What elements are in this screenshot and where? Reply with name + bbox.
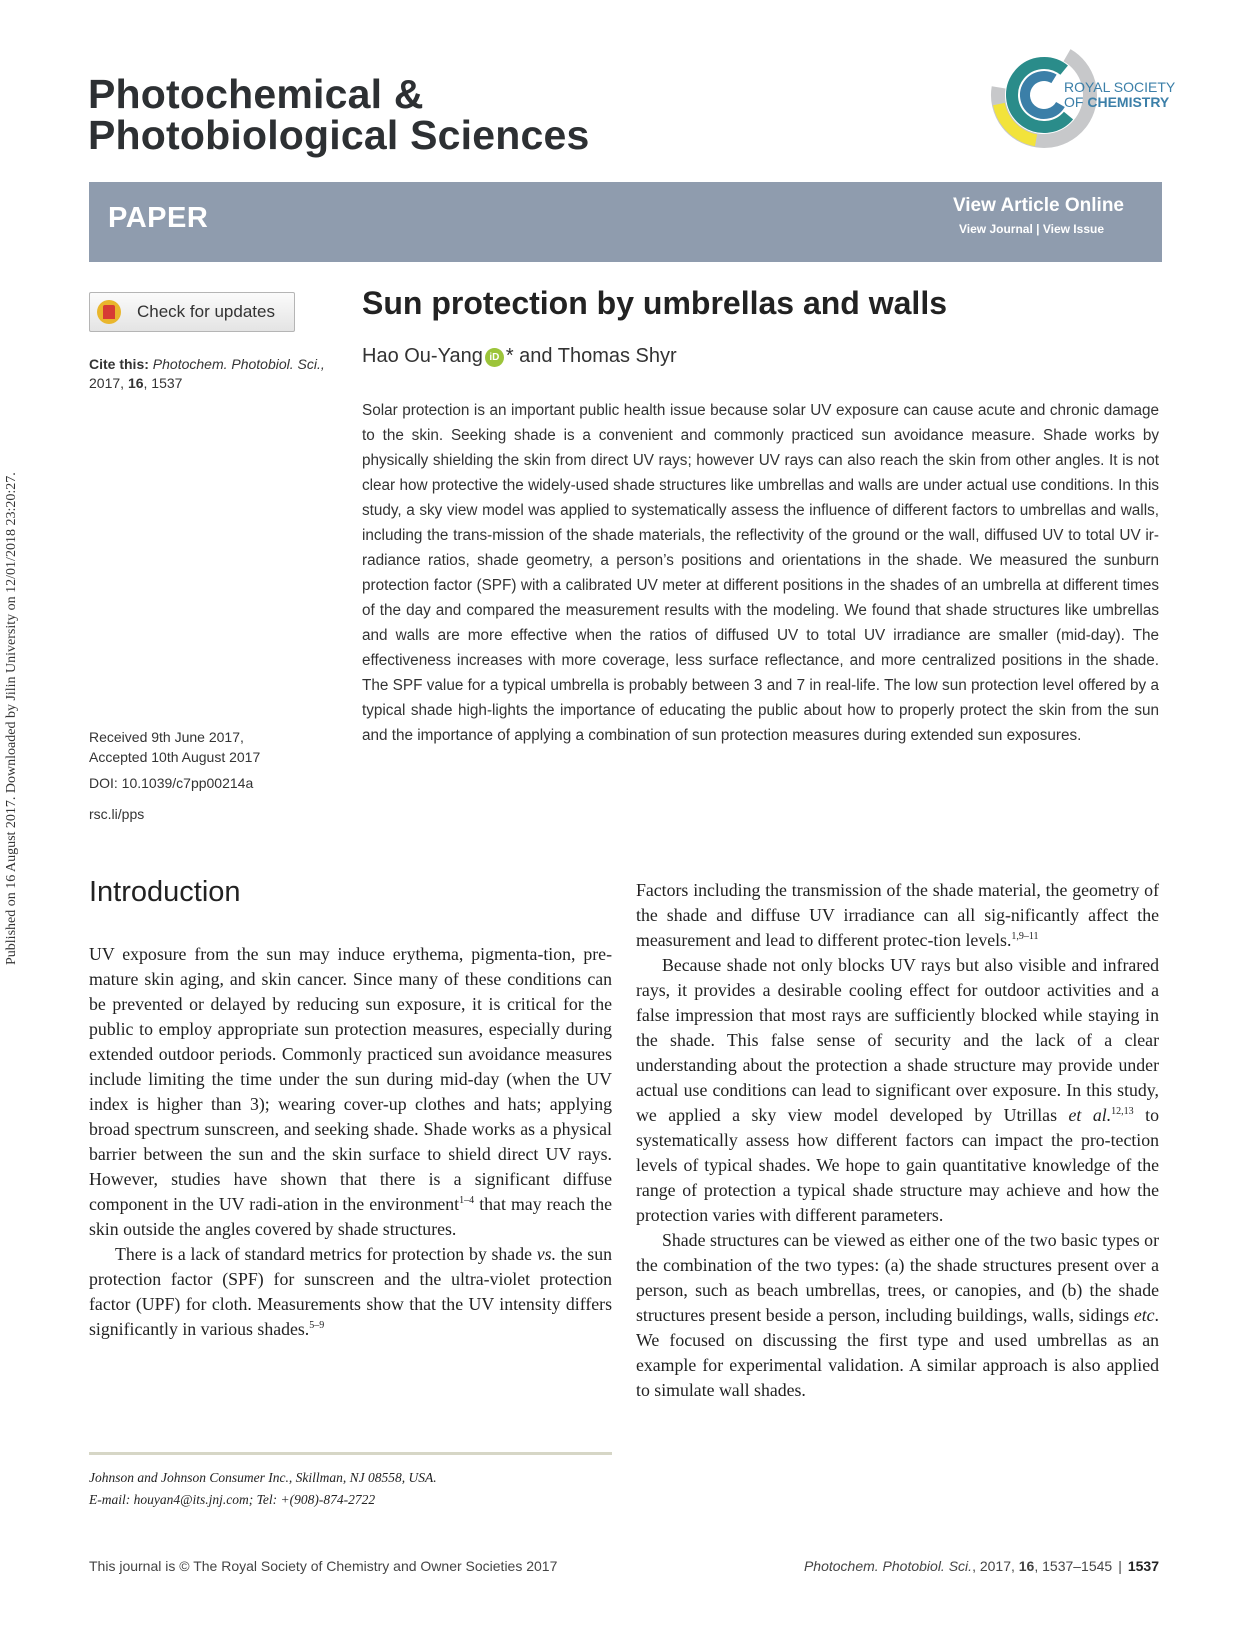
banner-links [959, 222, 1104, 236]
banner-link-separator: | [1036, 222, 1040, 236]
reference-link[interactable]: 12,13 [1111, 1106, 1134, 1118]
cite-year: 2017, [89, 375, 125, 391]
cite-page: , 1537 [143, 375, 183, 391]
journal-title-line1: Photochemical & [88, 71, 424, 117]
citation [89, 355, 354, 393]
article-title: Sun protection by umbrellas and walls [362, 285, 947, 321]
orcid-icon[interactable]: iD [485, 348, 504, 367]
journal-title[interactable] [88, 71, 590, 158]
author-conjunction: and [513, 345, 558, 367]
page-number: 1537 [1127, 1558, 1159, 1574]
logo-ring-blue [1018, 69, 1070, 121]
reference-link[interactable]: 5–9 [309, 1320, 325, 1332]
reference-link[interactable]: 1–4 [459, 1195, 475, 1207]
footnote-divider [89, 1452, 612, 1455]
affiliation-address: Johnson and Johnson Consumer Inc., Skillman, NJ 08558, USA. [89, 1470, 437, 1485]
cite-label: Cite this: [89, 356, 149, 372]
doi-link[interactable]: DOI: 10.1039/c7pp00214a [89, 775, 254, 791]
accepted-date: Accepted 10th August 2017 [89, 749, 261, 765]
abstract: Solar protection is an important public health issue because solar UV exposure can cause acute and chronic damage to the skin. Seeking shade is a convenient and commonly practiced sun avoidance measure. Shade works by physically shielding the skin from direct UV rays; however UV rays can also reach the skin from other angles. It is not clear how protective the widely-used shade structures like umbrellas and walls are under actual use conditions. In this study, a sky view model was applied to systematically assess the influence of different factors to umbrellas and walls, including the trans-mission of the shade materials, the reflectivity of the ground or the wall, diffused UV to total UV ir-radiance ratios, shade geometry, a person’s positions and orientations in the shade. We measured the sunburn protection factor (SPF) with a calibrated UV meter at different positions in the shades of an umbrella at different times of the day and compared the measurement results with the modeling. We found that shade structures like umbrellas and walls are more effective when the ratios of diffused UV to total UV irradiance are smaller (mid-day). The effectiveness increases with more coverage, less surface reflectance, and more centralized positions in the shade. The SPF value for a typical umbrella is probably between 3 and 7 in real-life. The low sun protection level offered by a typical shade high-lights the importance of educating the public about how to properly protect the skin from the sun and the importance of applying a combination of sun protection measures during extended sun exposures. [362, 402, 1159, 744]
corresponding-asterisk: * [505, 345, 514, 367]
check-for-updates-label: Check for updates [137, 302, 275, 321]
author-1[interactable]: Hao Ou-Yang [362, 345, 483, 367]
logo-line1: ROYAL SOCIETY [1064, 79, 1176, 95]
introduction-heading: Introduction [89, 876, 241, 908]
article-type-banner [89, 182, 1162, 262]
cite-volume: 16 [127, 375, 144, 391]
check-for-updates-button[interactable] [89, 292, 295, 332]
paragraph-1: UV exposure from the sun may induce erythema, pigmenta-tion, pre-mature skin aging, and skin cancer. Since many of these conditions can be prevented or delayed by reducing sun exposure, it is critical for the public to employ appropriate sun protection measures, especially during extended outdoor periods. Commonly practiced sun avoidance measures include limiting the time under the sun during mid-day (when the UV index is higher than 3); wearing cover-up clothes and hats; applying broad spectrum sunscreen, and seeking shade. Shade works as a physical barrier between the sun and the skin surface to shield direct UV rays. However, studies have shown that there is a significant diffuse component in the UV radi-ation in the environment$^{1-4}$ that may reach the skin outside the angles covered by shade structures. [89, 944, 612, 1239]
download-stamp: Published on 16 August 2017. Downloaded by Jilin University on 12/01/2018 23:20:27. [4, 472, 19, 965]
logo-line2-bold: CHEMISTRY [1087, 94, 1170, 110]
received-date: Received 9th June 2017, [89, 729, 244, 745]
affiliation [89, 1467, 612, 1511]
view-journal-link[interactable]: View Journal [958, 222, 1033, 236]
affiliation-contact: E-mail: houyan4@its.jnj.com; Tel: +(908)-874-2722 [89, 1492, 376, 1507]
view-article-online-link[interactable]: View Article Online [952, 195, 1124, 216]
svg-text:OF CHEMISTRY [1064, 94, 1170, 110]
view-issue-link[interactable]: View Issue [1042, 222, 1104, 236]
author-2[interactable]: Thomas Shyr [557, 345, 677, 367]
footer-copyright: This journal is © The Royal Society of Chemistry and Owner Societies 2017 [89, 1558, 558, 1574]
logo-line2-prefix: OF [1064, 94, 1088, 110]
authors [362, 345, 677, 368]
article-metadata [89, 727, 354, 824]
article-type-label: PAPER [108, 202, 209, 234]
paragraph-2: There is a lack of standard metrics for protection by shade vs. the sun protection factor (SPF) for sunscreen and the ultra-violet protection factor (UPF) for cloth. Measurements show that the UV intensity differs significantly in various shades.$^{5-9}$ [89, 1244, 612, 1339]
footer-separator: | [1118, 1558, 1122, 1574]
bookmark-icon [97, 300, 121, 324]
footer-volume: 16 [1018, 1558, 1035, 1574]
rsc-logo[interactable] [988, 40, 1176, 152]
paragraph-4: Because shade not only blocks UV rays but also visible and infrared rays, it provides a desirable cooling effect for outdoor activities and a false impression that most rays are sufficiently blocked while staying in the shade. This false sense of security and the lack of a clear understanding about the protection a shade structure may provide under actual use conditions can lead to significant over exposure. In this study, we applied a sky view model developed by Utrillas et al.$^{12,13}$ to systematically assess how different factors can impact the pro-tection levels of typical shades. We hope to gain quantitative knowledge of the range of protection a typical shade structure may achieve and how the protection varies with different parameters. [636, 955, 1159, 1225]
cite-journal: Photochem. Photobiol. Sci., [152, 356, 325, 372]
journal-title-line2: Photobiological Sciences [88, 112, 590, 158]
footer-journal: Photochem. Photobiol. Sci. [803, 1558, 973, 1574]
footer-citation: Photochem. Photobiol. Sci., 2017, 16, 1537–1545 | 1537 [803, 1558, 1159, 1574]
paragraph-3: Factors including the transmission of the shade material, the geometry of the shade and diffuse UV irradiance can all sig-nificantly affect the measurement and lead to different protec-tion levels.$^{1,9-11}$ [636, 880, 1159, 950]
reference-link[interactable]: 1,9–11 [1011, 931, 1039, 943]
paragraph-5: Shade structures can be viewed as either one of the two basic types or the combination of the two types: (a) the shade structures present over a person, such as beach umbrellas, trees, or canopies, and (b) the shade structures present beside a person, including buildings, walls, sidings etc. We focused on discussing the first type and used umbrellas as an example for experimental validation. A similar approach is also applied to simulate wall shades. [636, 1230, 1159, 1400]
short-url-link[interactable]: rsc.li/pps [89, 806, 145, 822]
body-column-right [636, 878, 1159, 1403]
body-column-left [89, 942, 612, 1342]
